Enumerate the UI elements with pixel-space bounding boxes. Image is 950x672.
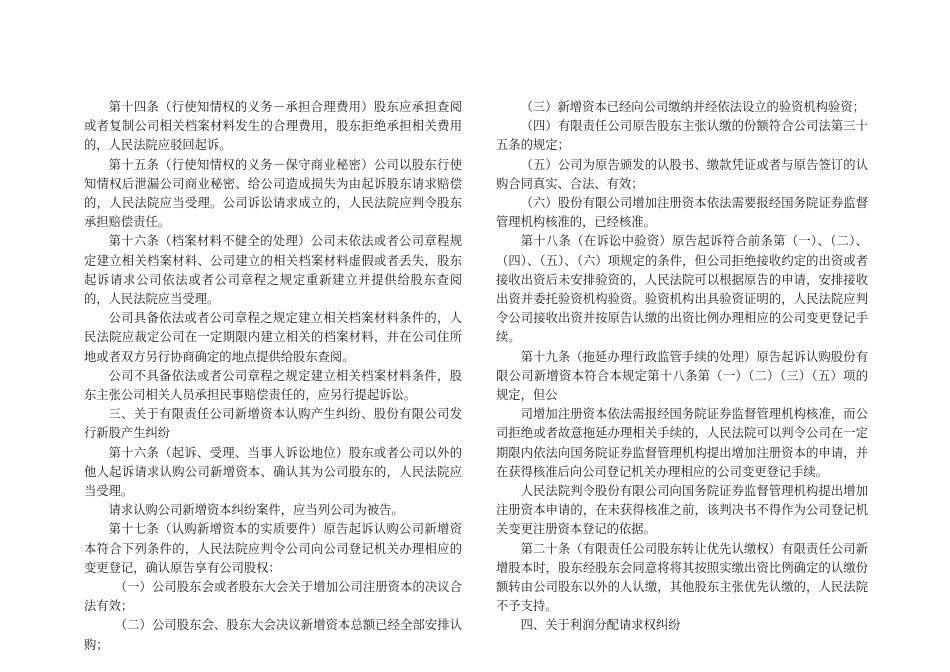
paragraph-article-15: 第十五条（行使知情权的义务－保守商业秘密）公司以股东行使知情权后泄漏公司商业秘密、给公司造成损失为由起诉股东请求赔偿的，人民法院应当受理。公司诉讼请求成立的，人民法院应判令股东承担赔偿责任。 bbox=[84, 157, 462, 230]
list-item-4: （四）有限责任公司原告股东主张认缴的份额符合公司法第三十五条的规定； bbox=[496, 119, 868, 153]
list-item-2: （二）公司股东会、股东大会决议新增资本总额已经全部安排认购； bbox=[84, 618, 462, 652]
paragraph-article-19: 第十九条（拖延办理行政监管手续的处理）原告起诉认购股份有限公司新增资本符合本规定第十八条第（一）（二）（三）（五）项的规定，但公 bbox=[496, 349, 868, 403]
list-item-1: （一）公司股东会或者股东大会关于增加公司注册资本的决议合法有效； bbox=[84, 580, 462, 614]
paragraph-article-19-cont: 司增加注册资本依法需报经国务院证券监督管理机构核准，而公司拒绝或者故意拖延办理相关手续的，人民法院可以判令公司在一定期限内依法向国务院证券监督管理机构提出增加注册资本的申请，并在获得核准后向公司登记机关办理相应的公司变更登记手续。 bbox=[496, 407, 868, 479]
paragraph-defendant: 请求认购公司新增资本纠纷案件，应当列公司为被告。 bbox=[108, 503, 404, 518]
paragraph-court-order: 人民法院判令股份有限公司向国务院证券监督管理机构提出增加注册资本申请的，在未获得核准之前，该判决书不得作为公司登记机关变更注册资本登记的依据。 bbox=[496, 484, 868, 537]
list-item-3: （三）新增资本已经向公司缴纳并经依法设立的验资机构验资； bbox=[520, 100, 865, 114]
left-column bbox=[84, 98, 462, 655]
paragraph-article-18: 第十八条（在诉讼中验资）原告起诉符合前条第（一）、（二）、（四）、（五）、（六）项规定的条件，但公司拒绝接收约定的出资或者接收出资后未安排验资的，人民法院可以根据原告的申请，安排接收出资并委托验资机构验资。验资机构出具验资证明的，人民法院应判令公司接收出资并按原告认缴的出资比例办理相应的公司变更登记手续。 bbox=[496, 234, 868, 345]
list-item-6: （六）股份有限公司增加注册资本依法需要报经国务院证券监督管理机构核准的，已经核准。 bbox=[496, 196, 868, 230]
paragraph-article-16b: 第十六条（起诉、受理、当事人诉讼地位）股东或者公司以外的他人起诉请求认购公司新增资本、确认其为公司股东的，人民法院应当受理。 bbox=[84, 445, 462, 499]
right-column bbox=[496, 98, 868, 636]
section-heading-4: 四、关于利润分配请求权纠纷 bbox=[520, 618, 681, 633]
list-item-5: （五）公司为原告颁发的认股书、缴款凭证或者与原告签订的认购合同真实、合法、有效； bbox=[496, 157, 868, 191]
paragraph-article-20: 第二十条（有限责任公司股东转让优先认缴权）有限责任公司新增股本时，股东经股东会同意将将其按照实缴出资比例确定的认缴份额转由公司股东以外的人认缴，其他股东主张优先认缴的，人民法院不予支持。 bbox=[496, 541, 868, 614]
paragraph-article-16: 第十六条（档案材料不健全的处理）公司未依法或者公司章程规定建立相关档案材料、公司建立的相关档案材料虚假或者丢失，股东起诉请求公司依法或者公司章程之规定重新建立并提供给股东查阅的，人民法院应当受理。 bbox=[84, 234, 462, 307]
paragraph-archive-conditions: 公司具备依法或者公司章程之规定建立相关档案材料条件的，人民法院应裁定公司在一定期限内建立相关的档案材料，并在公司住所地或者双方另行协商确定的地点提供给股东查阅。 bbox=[84, 311, 462, 364]
paragraph-article-14: 第十四条（行使知情权的义务－承担合理费用）股东应承担查阅或者复制公司相关档案材料发生的合理费用，股东拒绝承担相关费用的，人民法院应驳回起诉。 bbox=[84, 100, 462, 153]
paragraph-article-17: 第十七条（认购新增资本的实质要件）原告起诉认购公司新增资本符合下列条件的，人民法院应判令公司向公司登记机关办理相应的变更登记，确认原告享有公司股权： bbox=[84, 522, 462, 575]
section-heading-3: 三、关于有限责任公司新增资本认购产生纠纷、股份有限公司发行新股产生纠纷 bbox=[84, 407, 462, 441]
paragraph-archive-no-conditions: 公司不具备依法或者公司章程之规定建立相关档案材料条件，股东主张公司相关人员承担民事赔偿责任的，应另行提起诉讼。 bbox=[84, 368, 462, 403]
